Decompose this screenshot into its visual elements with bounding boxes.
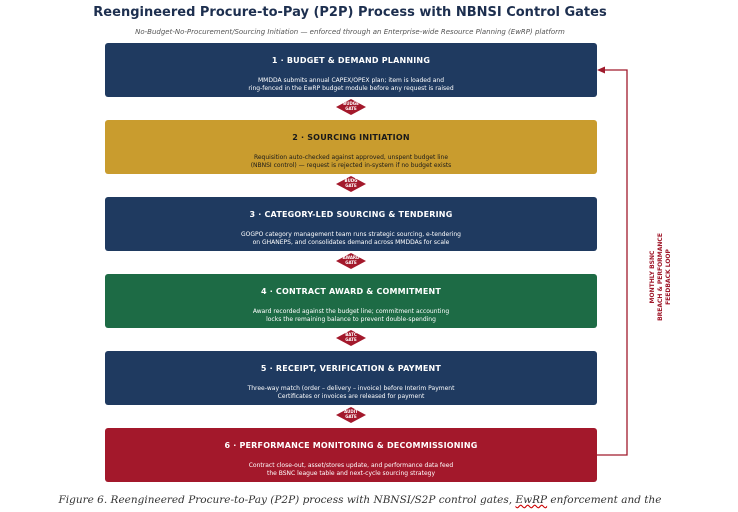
diagram-subtitle: No-Budget-No-Procurement/Sourcing Initiation — enforced through an Enterprise-wide Resource Planning (EwRP) platform [135, 28, 565, 36]
gate-label-line: GATE [345, 105, 357, 111]
gate-label-line: GATE [345, 259, 357, 265]
stage-title: 6 · PERFORMANCE MONITORING & DECOMMISSIONING [224, 441, 478, 450]
stage-title: 4 · CONTRACT AWARD & COMMITMENT [260, 287, 442, 296]
stage-description-line: ring-fenced in the EwRP budget module before any request is raised [248, 85, 454, 92]
stage-description-line: MMDDA submits annual CAPEX/OPEX plan; item is loaded and [257, 77, 445, 84]
diagram-title: Reengineered Procure-to-Pay (P2P) Process with NBNSI Control Gates [93, 5, 607, 20]
gate-label-line: AUDIT [344, 409, 358, 414]
gate-label-line: BUDGE [343, 101, 359, 106]
caption-text: Figure 6. Reengineered Procure-to-Pay (P2P) process with NBNSI/S2P control gates, [58, 494, 516, 506]
stage-description-line: on GHANEPS, and consolidates demand across MMDDAs for scale [252, 239, 450, 246]
gate-label-line: GATE [345, 182, 357, 188]
stage-description-line: Award recorded against the budget line; commitment accounting [252, 308, 450, 315]
stage-title: 1 · BUDGET & DEMAND PLANNING [271, 56, 431, 65]
stage-title: 5 · RECEIPT, VERIFICATION & PAYMENT [260, 364, 442, 373]
feedback-loop-label-line: FEEDBACK LOOP [665, 249, 672, 305]
stage-description-line: locks the remaining balance to prevent double-spending [266, 316, 436, 323]
stage-description-line: the BSNC league table and next-cycle sourcing strategy [266, 470, 436, 477]
figure-caption [0, 494, 720, 506]
feedback-loop-label-line: MONTHLY BSNC [649, 250, 656, 304]
feedback-loop-label [649, 217, 673, 337]
stage-description-line: (NBNSI control) — request is rejected in-system if no budget exists [250, 162, 452, 169]
stage-description-line: Requisition auto-checked against approved, unspent budget line [253, 154, 449, 161]
stage-description-line: Three-way match (order – delivery – invoice) before Interim Payment [247, 385, 455, 392]
caption-text: enforcement and the [547, 494, 662, 506]
gate-label-line: BUDG [344, 178, 358, 183]
gate-label-line: GATE [345, 336, 357, 342]
caption-spellcheck-word: EwRP [515, 494, 548, 506]
gate-label-line: AWARD [342, 255, 360, 260]
gate-label-line: GATE [345, 413, 357, 419]
stage-description-line: Certificates or invoices are released for payment [277, 393, 425, 400]
gate-label-line: BATC [345, 332, 357, 337]
stage-description-line: Contract close-out, asset/stores update, and performance data feed [248, 462, 454, 469]
stage-description-line: GOGPO category management team runs strategic sourcing, e-tendering [241, 231, 461, 238]
stage-title: 3 · CATEGORY-LED SOURCING & TENDERING [249, 210, 453, 219]
stage-title: 2 · SOURCING INITIATION [292, 133, 410, 142]
feedback-loop-label-line: BREACH & PERFORMANCE [657, 233, 664, 321]
